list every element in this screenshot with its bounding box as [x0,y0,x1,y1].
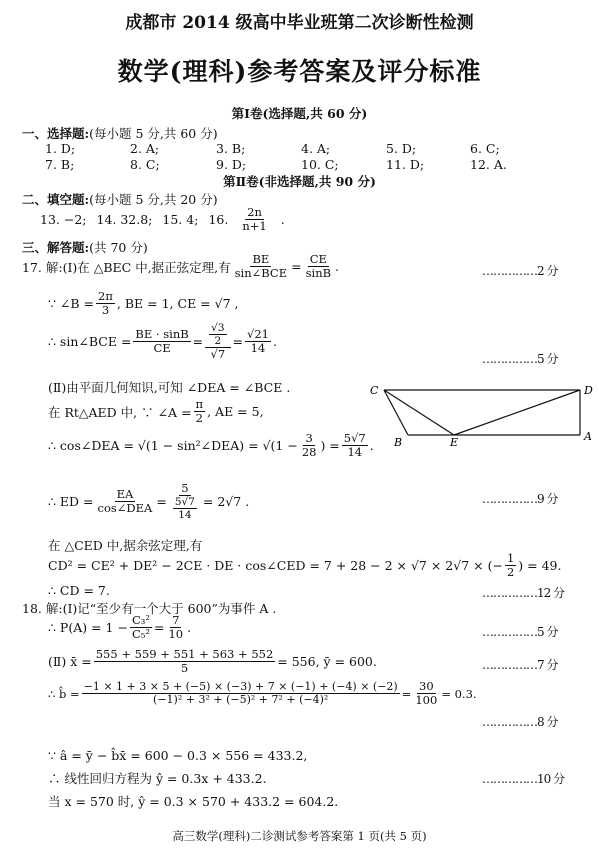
answer-15: 15. 4; [162,212,199,228]
answer-item: 6. C; [470,141,500,156]
answer-item: 7. B; [45,157,75,172]
p17-line-4: (Ⅱ)由平面几何知识,可知 ∠DEA = ∠BCE . [48,380,291,395]
score-marker: ……………8 分 [482,715,558,729]
geometry-figure [366,380,593,450]
answer-item: 3. B; [216,141,246,156]
label-a: A [584,430,592,443]
p17-line-3: ∴ sin∠BCE = $\frac{BE \cdot \sin B}{CE}$ = $\frac{\frac{√3}{2}}{√7}$ = $\frac{√21}{14}$ . [48,322,277,362]
score-marker: ……………5 分 [482,352,558,366]
volume-1-heading: 第Ⅰ卷(选择题,共 60 分) [231,106,368,121]
p18-line-1: 18. 解:(Ⅰ)记“至少有一个大于 600”为事件 A . [22,601,277,616]
answer-item: 11. D; [386,157,425,172]
p17-line-2: ∵ ∠B = $\frac{2\pi}{3}$ , BE = 1, CE = √7 , [48,289,239,318]
section-label: 一、选择题: [22,126,90,141]
score-marker: ……………10 分 [482,772,565,786]
answer-item: 12. A. [470,157,507,172]
p17-line-8: 在 △CED 中,据余弦定理,有 [48,538,203,553]
score-marker: ……………9 分 [482,492,558,506]
answer-13: 13. −2; [40,212,87,228]
p18-line-2: ∴ P(A) = 1 − $\frac{\text{C₃²}}{\text{C₅²}}$ = $\frac{7}{10}$ . [48,613,192,642]
section-label: 三、解答题: [22,240,90,255]
answer-item: 2. A; [130,141,160,156]
section-1-heading [22,124,218,142]
answer-14: 14. 32.8; [96,212,153,228]
volume-2-heading: 第Ⅱ卷(非选择题,共 90 分) [223,174,376,189]
label-c: C [370,384,379,397]
answer-16-fraction: $\frac{2n}{n+1}$ [242,205,267,234]
p18-line-7: 当 x = 570 时, ŷ = 0.3 × 570 + 433.2 = 604.2. [48,794,339,809]
p17-line-7: ∴ ED = $\frac{EA}{\text{cos∠DEA}}$ = $\frac{5}{\frac{5√7}{14}}$ = 2√7 . [48,481,250,522]
label-b: B [394,436,403,449]
answer-item: 9. D; [216,157,247,172]
score-marker: ……………12 分 [482,586,565,600]
section-note: (共 70 分) [89,240,148,255]
answer-16-label: 16. [208,212,229,228]
segment-ce [384,390,454,435]
answer-item: 8. C; [130,157,160,172]
p18-line-4: ∴ b̂ = $\frac{-1 \times 1 + 3 \times 5 + (-5) \times (-3) + 7 \times (-1) + (-4) \times (-2)}{\text{(−1)² + 3² + (−5)² + 7² + (−4)²}}$ = $\frac{30}{100}$ = 0.3. [48,679,477,708]
section-label: 二、填空题: [22,192,90,207]
score-marker: ……………7 分 [482,658,558,672]
p18-line-6: ∴ 线性回归方程为 ŷ = 0.3x + 433.2. [48,771,267,786]
answer-item: 10. C; [301,157,339,172]
score-marker: ……………2 分 [482,264,558,278]
p18-line-5: ∵ â = ȳ − b̂x̄ = 600 − 0.3 × 556 = 433.2, [48,748,308,763]
p17-line-5: 在 Rt△AED 中, ∵ ∠A = $\frac{\pi}{2}$ , AE = 5, [48,397,264,426]
answer-item: 5. D; [386,141,417,156]
p17-line-9: CD² = CE² + DE² − 2CE · DE · cos∠CED = 7 + 28 − 2 × √7 × 2√7 × (− $\frac{1}{2}$ ) = 49. [48,551,562,580]
section-note: (每小题 5 分,共 60 分) [89,126,218,141]
answer-item: 4. A; [301,141,331,156]
doc-title: 成都市 2014 级高中毕业班第二次诊断性检测 [125,13,474,33]
section-note: (每小题 5 分,共 20 分) [89,192,218,207]
p18-line-3: (Ⅱ) x̄ = $\frac{555 + 559 + 551 + 563 + 552}{5}$ = 556, ȳ = 600. [48,647,377,676]
fill-answers: 13. −2; 14. 32.8; 15. 4; 16. $\frac{2n}{n+1}$ . [40,205,285,234]
doc-subtitle: 数学(理科)参考答案及评分标准 [117,57,482,86]
segment-bc [384,390,408,435]
label-d: D [584,384,593,397]
segment-ed [454,390,580,435]
answer-item: 1. D; [45,141,76,156]
page-footer: 高三数学(理科)二诊测试参考答案第 1 页(共 5 页) [172,829,427,843]
p17-line-10: ∴ CD = 7. [48,583,110,598]
score-marker: ……………5 分 [482,625,558,639]
p17-line-6: ∴ cos∠DEA = √(1 − sin²∠DEA) = √(1 − $\frac{3}{28}$ ) = $\frac{5√7}{14}$ . [48,431,374,460]
p17-line-1: 17. 解:(Ⅰ)在 △BEC 中,据正弦定理,有 $\frac{BE}{\text{sin∠BCE}}$ = $\frac{CE}{\sin B}$ . [22,252,340,281]
label-e: E [450,436,459,449]
